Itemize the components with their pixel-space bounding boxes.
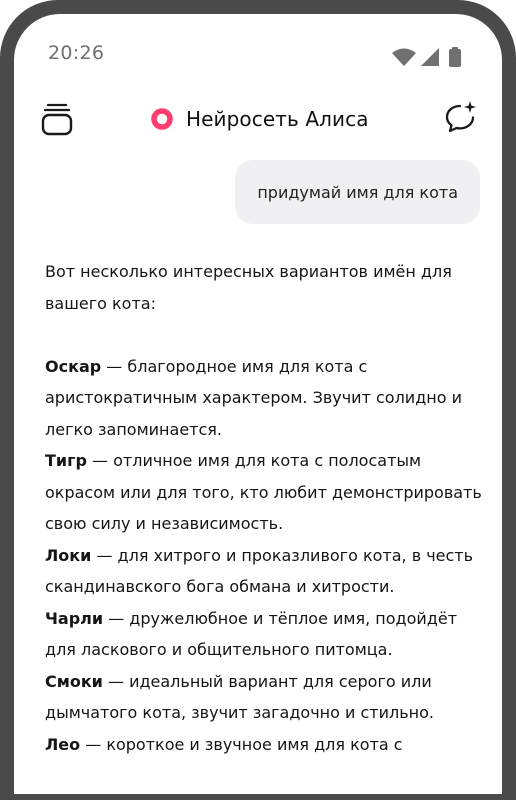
cat-name-description: — благородное имя для кота с аристократичным характером. Звучит солидно и легко запоминается. [45,356,462,439]
cellular-signal-icon [421,48,439,66]
cat-name-description: — идеальный вариант для серого или дымчатого кота, звучит загадочно и стильно. [45,671,434,722]
app-title [150,104,369,134]
battery-icon [449,47,461,67]
list-item [45,666,483,729]
cat-name: Чарли [45,608,104,628]
cat-name: Оскар [45,356,102,376]
phone-screen [14,14,502,794]
cat-name: Лео [45,734,81,754]
cat-name-description: — короткое и звучное имя для кота с [80,734,403,754]
cat-name: Локи [45,545,92,565]
chats-stack-icon [40,102,74,136]
assistant-message [45,256,483,760]
cat-name: Смоки [45,671,103,691]
list-item [45,445,483,540]
status-icons [392,47,472,69]
list-item [45,351,483,446]
cat-name-description: — дружелюбное и тёплое имя, подойдёт для ласкового и общительного питомца. [45,608,458,659]
cat-name: Тигр [45,451,87,470]
user-message-bubble [235,160,480,224]
cat-name-description: — для хитрого и проказливого кота, в честь скандинавского бога обмана и хитрости. [45,545,474,596]
list-item [45,540,483,603]
status-time: 20:26 [48,42,105,64]
user-message-text: придумай имя для кота [257,182,458,202]
list-item [45,603,483,666]
new-chat-sparkle-icon [444,100,478,134]
status-bar [14,14,502,94]
list-item [45,729,483,761]
cat-name-description: — отличное имя для кота с полосатым окрасом или для того, кто любит демонстрировать свою силу и независимость. [45,451,482,533]
app-header [14,94,502,144]
wifi-icon [392,49,416,67]
chats-stack-button[interactable] [40,102,74,136]
new-chat-button[interactable] [444,100,478,134]
page-title: Нейросеть Алиса [186,107,369,131]
assistant-intro: Вот несколько интересных вариантов имён для вашего кота: [45,262,452,313]
alice-logo-icon [150,107,174,131]
